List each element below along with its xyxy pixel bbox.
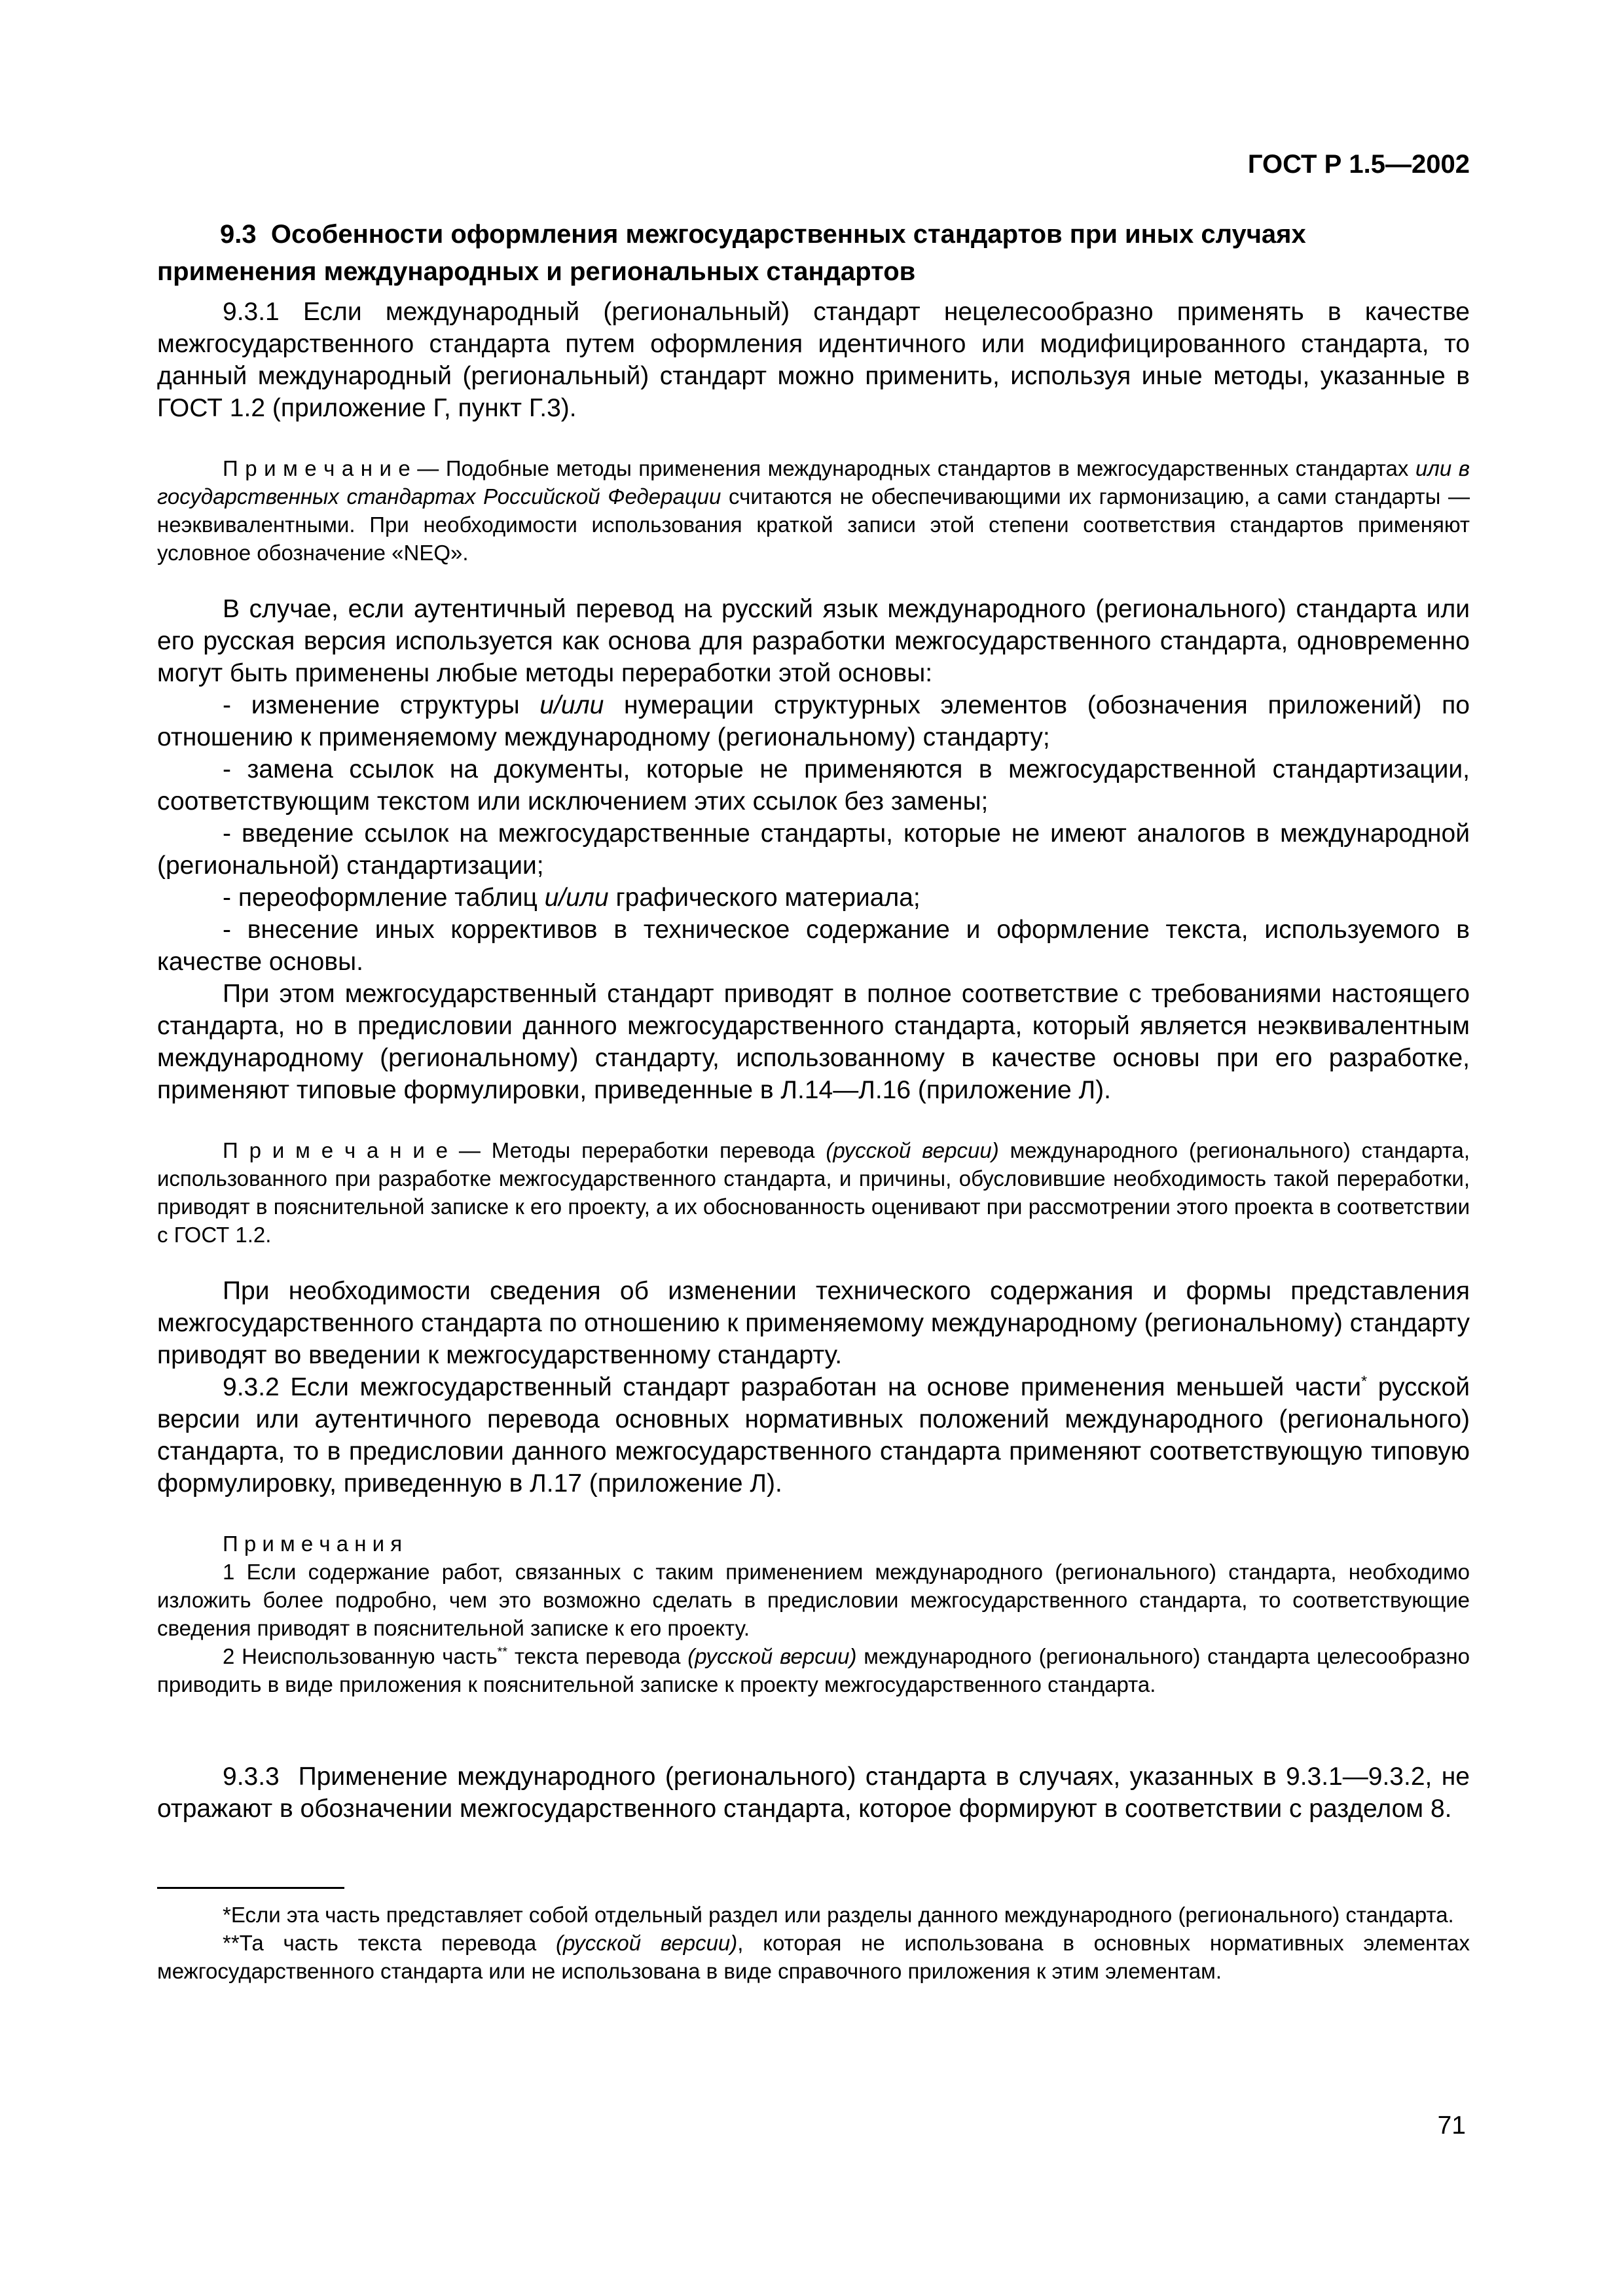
paragraph: - переоформление таблиц и/или графического материала; [223, 884, 921, 912]
paragraph: - изменение структуры и/или нумерации структурных элементов (обозначения приложений) по отношению к применяемому международному (региональному) стандарту; [157, 691, 1470, 751]
paragraph: 9.3.3 Применение международного (регионального) стандарта в случаях, указанных в 9.3.1—9.3.2, не отражают в обозначении межгосударственного стандарта, которое формируют в соответствии с разделом 8. [157, 1763, 1470, 1823]
document-body [157, 216, 1470, 1985]
paragraph: 9.3.1 Если международный (региональный) стандарт нецелесообразно применять в качестве межгосударственного стандарта путем оформления идентичного или модифицированного стандарта, то данный международный (региональный) стандарт можно применить, используя иные методы, указанные в ГОСТ 1.2 (приложение Г, пункт Г.3). [157, 298, 1470, 422]
paragraph: 9.3.2 Если межгосударственный стандарт разработан на основе применения меньшей части* русской версии или аутентичного перевода основных нормативных положений международного (регионального) стандарта, то в предисловии данного межгосударственного стандарта применяют соответствующую типовую формулировку, приведенную в Л.17 (приложение Л). [157, 1372, 1470, 1498]
paragraph: - внесение иных коррективов в техническое содержание и оформление текста, используемого в качестве основы. [157, 916, 1470, 976]
footnote: *Если эта часть представляет собой отдельный раздел или разделы данного международного (регионального) стандарта. [223, 1903, 1454, 1927]
notes-label: П р и м е ч а н и я [223, 1532, 403, 1556]
paragraph: В случае, если аутентичный перевод на русский язык международного (регионального) стандарта или его русская версия используется как основа для разработки межгосударственного стандарта, одновременно могут быть применены любые методы переработки этой основы: [157, 595, 1470, 687]
note-item: 1 Если содержание работ, связанных с таким применением международного (регионального) стандарта, необходимо изложить более подробно, чем это возможно сделать в предисловии межгосударственного стандарта, то соответствующие сведения приводят в пояснительной записке к его проекту. [157, 1560, 1470, 1640]
paragraph: - введение ссылок на межгосударственные стандарты, которые не имеют аналогов в международной (региональной) стандартизации; [157, 819, 1470, 880]
section-heading: 9.3 Особенности оформления межгосударственных стандартов при иных случаях применения международных и региональных стандартов [157, 220, 1306, 286]
page-number: 71 [1437, 2111, 1466, 2140]
paragraph: При необходимости сведения об изменении технического содержания и формы представления межгосударственного стандарта по отношению к применяемому международному (региональному) стандарту приводят во введении к межгосударственному стандарту. [157, 1277, 1470, 1369]
paragraph: - замена ссылок на документы, которые не применяются в межгосударственной стандартизации, соответствующим текстом или исключением этих ссылок без замены; [157, 755, 1470, 816]
footnote: **Та часть текста перевода (русской версии), которая не использована в основных нормативных элементах межгосударственного стандарта или не использована в виде справочного приложения к этим элементам. [157, 1931, 1470, 1983]
standard-designation-header: ГОСТ Р 1.5—2002 [1247, 150, 1470, 179]
footnote-separator [157, 1887, 344, 1889]
note: П р и м е ч а н и е — Методы переработки перевода (русской версии) международного (регионального) стандарта, использованного при разработке межгосударственного стандарта, и причины, обусловившие необходимость такой переработки, приводят в пояснительной записке к его проекту, а их обоснованность оценивают при рассмотрении этого проекта в соответствии с ГОСТ 1.2. [157, 1138, 1470, 1247]
note: П р и м е ч а н и е — Подобные методы применения международных стандартов в межгосударственных стандартах или в государственных стандартах Российской Федерации считаются не обеспечивающими их гармонизацию, а сами стандарты — неэквивалентными. При необходимости использования краткой записи этой степени соответствия стандартов применяют условное обозначение «NEQ». [157, 456, 1470, 565]
note-item: 2 Неиспользованную часть** текста перевода (русской версии) международного (регионального) стандарта целесообразно приводить в виде приложения к пояснительной записке к проекту межгосударственного стандарта. [157, 1644, 1470, 1696]
paragraph: При этом межгосударственный стандарт приводят в полное соответствие с требованиями настоящего стандарта, но в предисловии данного межгосударственного стандарта, который является неэквивалентным международному (региональному) стандарту, использованному в качестве основы при его разработке, применяют типовые формулировки, приведенные в Л.14—Л.16 (приложение Л). [157, 980, 1470, 1104]
